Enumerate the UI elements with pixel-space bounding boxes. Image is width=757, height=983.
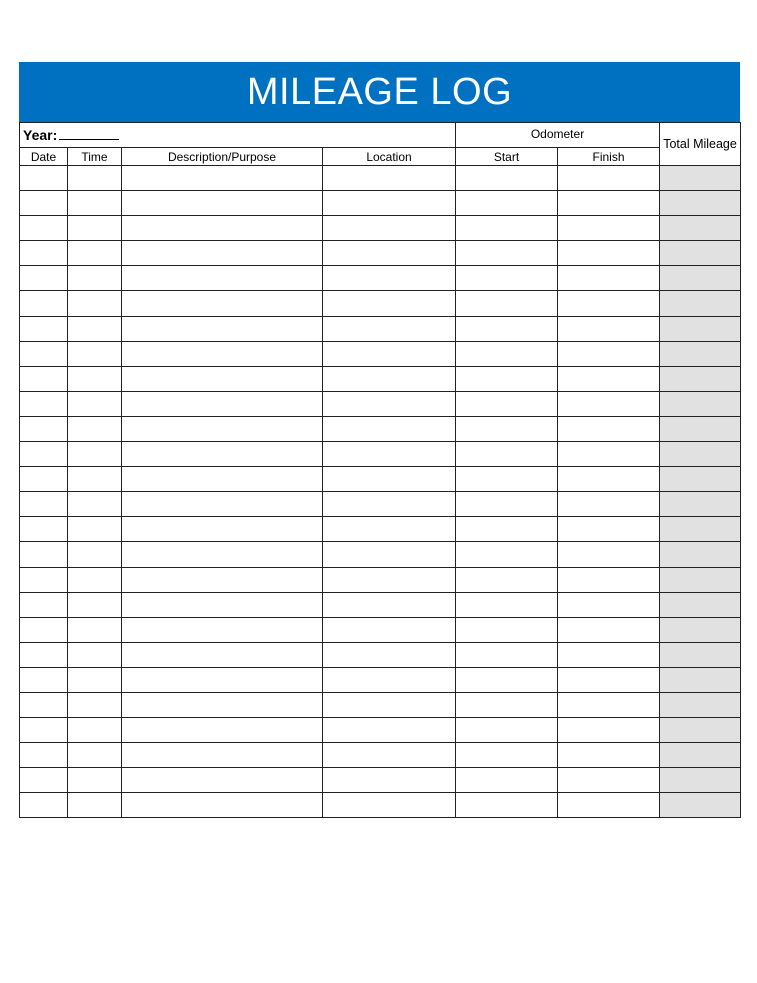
description-cell[interactable] <box>122 692 323 717</box>
time-cell[interactable] <box>68 692 122 717</box>
date-cell[interactable] <box>20 617 68 642</box>
table-row <box>20 592 741 617</box>
start-cell[interactable] <box>456 492 558 517</box>
total-mileage-cell[interactable] <box>660 266 741 291</box>
year-field[interactable] <box>20 123 456 148</box>
date-cell[interactable] <box>20 542 68 567</box>
table-row <box>20 416 741 441</box>
start-cell[interactable] <box>456 191 558 216</box>
table-row <box>20 793 741 818</box>
date-cell[interactable] <box>20 266 68 291</box>
finish-cell[interactable] <box>558 316 660 341</box>
location-cell[interactable] <box>323 341 456 366</box>
description-cell[interactable] <box>122 718 323 743</box>
description-cell[interactable] <box>122 592 323 617</box>
start-cell[interactable] <box>456 291 558 316</box>
time-cell[interactable] <box>68 542 122 567</box>
finish-cell[interactable] <box>558 366 660 391</box>
table-row <box>20 567 741 592</box>
table-row <box>20 492 741 517</box>
time-cell[interactable] <box>68 768 122 793</box>
total-mileage-cell[interactable] <box>660 517 741 542</box>
time-cell[interactable] <box>68 743 122 768</box>
finish-cell[interactable] <box>558 291 660 316</box>
date-cell[interactable] <box>20 191 68 216</box>
description-cell[interactable] <box>122 667 323 692</box>
date-cell[interactable] <box>20 567 68 592</box>
description-cell[interactable] <box>122 768 323 793</box>
time-cell[interactable] <box>68 617 122 642</box>
header-row-top <box>20 123 741 148</box>
odometer-start-header: Start <box>456 148 558 166</box>
total-mileage-cell[interactable] <box>660 692 741 717</box>
time-cell[interactable] <box>68 442 122 467</box>
total-mileage-cell[interactable] <box>660 391 741 416</box>
description-cell[interactable] <box>122 542 323 567</box>
finish-cell[interactable] <box>558 542 660 567</box>
start-cell[interactable] <box>456 592 558 617</box>
description-cell[interactable] <box>122 467 323 492</box>
location-cell[interactable] <box>323 492 456 517</box>
total-mileage-cell[interactable] <box>660 291 741 316</box>
date-cell[interactable] <box>20 467 68 492</box>
description-cell[interactable] <box>122 291 323 316</box>
total-mileage-header: Total Mileage <box>660 123 741 166</box>
date-cell[interactable] <box>20 692 68 717</box>
odometer-header: Odometer <box>456 123 660 148</box>
total-mileage-cell[interactable] <box>660 492 741 517</box>
location-cell[interactable] <box>323 692 456 717</box>
total-mileage-cell[interactable] <box>660 316 741 341</box>
date-cell[interactable] <box>20 743 68 768</box>
finish-cell[interactable] <box>558 467 660 492</box>
description-header: Description/Purpose <box>122 148 323 166</box>
time-cell[interactable] <box>68 241 122 266</box>
description-cell[interactable] <box>122 642 323 667</box>
location-cell[interactable] <box>323 517 456 542</box>
time-cell[interactable] <box>68 592 122 617</box>
description-cell[interactable] <box>122 743 323 768</box>
location-cell[interactable] <box>323 667 456 692</box>
description-cell[interactable] <box>122 166 323 191</box>
start-cell[interactable] <box>456 542 558 567</box>
location-cell[interactable] <box>323 266 456 291</box>
start-cell[interactable] <box>456 718 558 743</box>
time-cell[interactable] <box>68 216 122 241</box>
table-row <box>20 266 741 291</box>
description-cell[interactable] <box>122 316 323 341</box>
start-cell[interactable] <box>456 743 558 768</box>
start-cell[interactable] <box>456 768 558 793</box>
time-cell[interactable] <box>68 567 122 592</box>
finish-cell[interactable] <box>558 517 660 542</box>
date-cell[interactable] <box>20 216 68 241</box>
location-cell[interactable] <box>323 567 456 592</box>
location-cell[interactable] <box>323 366 456 391</box>
finish-cell[interactable] <box>558 492 660 517</box>
time-cell[interactable] <box>68 166 122 191</box>
finish-cell[interactable] <box>558 793 660 818</box>
time-cell[interactable] <box>68 316 122 341</box>
finish-cell[interactable] <box>558 442 660 467</box>
total-mileage-cell[interactable] <box>660 617 741 642</box>
total-mileage-cell[interactable] <box>660 166 741 191</box>
start-cell[interactable] <box>456 416 558 441</box>
date-cell[interactable] <box>20 241 68 266</box>
finish-cell[interactable] <box>558 391 660 416</box>
description-cell[interactable] <box>122 266 323 291</box>
date-cell[interactable] <box>20 793 68 818</box>
start-cell[interactable] <box>456 241 558 266</box>
description-cell[interactable] <box>122 617 323 642</box>
time-cell[interactable] <box>68 667 122 692</box>
date-cell[interactable] <box>20 718 68 743</box>
finish-cell[interactable] <box>558 692 660 717</box>
start-cell[interactable] <box>456 642 558 667</box>
finish-cell[interactable] <box>558 592 660 617</box>
time-cell[interactable] <box>68 266 122 291</box>
total-mileage-cell[interactable] <box>660 743 741 768</box>
description-cell[interactable] <box>122 241 323 266</box>
table-row <box>20 617 741 642</box>
date-cell[interactable] <box>20 642 68 667</box>
description-cell[interactable] <box>122 416 323 441</box>
total-mileage-cell[interactable] <box>660 768 741 793</box>
table-row <box>20 467 741 492</box>
description-cell[interactable] <box>122 442 323 467</box>
date-cell[interactable] <box>20 492 68 517</box>
location-cell[interactable] <box>323 316 456 341</box>
finish-cell[interactable] <box>558 617 660 642</box>
location-cell[interactable] <box>323 391 456 416</box>
total-mileage-cell[interactable] <box>660 191 741 216</box>
time-cell[interactable] <box>68 467 122 492</box>
total-mileage-cell[interactable] <box>660 718 741 743</box>
date-cell[interactable] <box>20 291 68 316</box>
finish-cell[interactable] <box>558 416 660 441</box>
page-title: MILEAGE LOG <box>19 62 740 122</box>
start-cell[interactable] <box>456 793 558 818</box>
table-row <box>20 692 741 717</box>
date-cell[interactable] <box>20 416 68 441</box>
description-cell[interactable] <box>122 793 323 818</box>
location-cell[interactable] <box>323 166 456 191</box>
finish-cell[interactable] <box>558 216 660 241</box>
location-cell[interactable] <box>323 542 456 567</box>
date-cell[interactable] <box>20 391 68 416</box>
finish-cell[interactable] <box>558 191 660 216</box>
start-cell[interactable] <box>456 316 558 341</box>
description-cell[interactable] <box>122 341 323 366</box>
finish-cell[interactable] <box>558 743 660 768</box>
time-cell[interactable] <box>68 642 122 667</box>
start-cell[interactable] <box>456 617 558 642</box>
start-cell[interactable] <box>456 166 558 191</box>
description-cell[interactable] <box>122 216 323 241</box>
time-cell[interactable] <box>68 341 122 366</box>
finish-cell[interactable] <box>558 567 660 592</box>
mileage-log-table <box>19 122 741 818</box>
table-row <box>20 391 741 416</box>
start-cell[interactable] <box>456 517 558 542</box>
total-mileage-cell[interactable] <box>660 366 741 391</box>
description-cell[interactable] <box>122 366 323 391</box>
date-cell[interactable] <box>20 667 68 692</box>
total-mileage-cell[interactable] <box>660 467 741 492</box>
date-cell[interactable] <box>20 592 68 617</box>
table-row <box>20 667 741 692</box>
location-cell[interactable] <box>323 416 456 441</box>
table-row <box>20 517 741 542</box>
table-row <box>20 191 741 216</box>
start-cell[interactable] <box>456 391 558 416</box>
finish-cell[interactable] <box>558 341 660 366</box>
location-header: Location <box>323 148 456 166</box>
total-mileage-cell[interactable] <box>660 416 741 441</box>
time-cell[interactable] <box>68 416 122 441</box>
location-cell[interactable] <box>323 793 456 818</box>
table-row <box>20 718 741 743</box>
date-cell[interactable] <box>20 366 68 391</box>
start-cell[interactable] <box>456 567 558 592</box>
header-row-columns <box>20 148 741 166</box>
time-header: Time <box>68 148 122 166</box>
finish-cell[interactable] <box>558 166 660 191</box>
table-row <box>20 542 741 567</box>
location-cell[interactable] <box>323 743 456 768</box>
finish-cell[interactable] <box>558 667 660 692</box>
location-cell[interactable] <box>323 442 456 467</box>
date-cell[interactable] <box>20 316 68 341</box>
start-cell[interactable] <box>456 341 558 366</box>
time-cell[interactable] <box>68 366 122 391</box>
total-mileage-cell[interactable] <box>660 567 741 592</box>
start-cell[interactable] <box>456 216 558 241</box>
date-cell[interactable] <box>20 442 68 467</box>
total-mileage-cell[interactable] <box>660 542 741 567</box>
year-label: Year: <box>23 127 58 143</box>
odometer-finish-header: Finish <box>558 148 660 166</box>
start-cell[interactable] <box>456 442 558 467</box>
time-cell[interactable] <box>68 391 122 416</box>
total-mileage-cell[interactable] <box>660 667 741 692</box>
start-cell[interactable] <box>456 467 558 492</box>
table-row <box>20 216 741 241</box>
location-cell[interactable] <box>323 617 456 642</box>
time-cell[interactable] <box>68 291 122 316</box>
finish-cell[interactable] <box>558 768 660 793</box>
finish-cell[interactable] <box>558 241 660 266</box>
time-cell[interactable] <box>68 191 122 216</box>
description-cell[interactable] <box>122 191 323 216</box>
location-cell[interactable] <box>323 718 456 743</box>
date-header: Date <box>20 148 68 166</box>
table-row <box>20 316 741 341</box>
description-cell[interactable] <box>122 391 323 416</box>
location-cell[interactable] <box>323 592 456 617</box>
total-mileage-cell[interactable] <box>660 442 741 467</box>
time-cell[interactable] <box>68 517 122 542</box>
location-cell[interactable] <box>323 191 456 216</box>
table-row <box>20 642 741 667</box>
start-cell[interactable] <box>456 266 558 291</box>
finish-cell[interactable] <box>558 718 660 743</box>
finish-cell[interactable] <box>558 642 660 667</box>
time-cell[interactable] <box>68 718 122 743</box>
date-cell[interactable] <box>20 166 68 191</box>
description-cell[interactable] <box>122 517 323 542</box>
location-cell[interactable] <box>323 768 456 793</box>
table-row <box>20 442 741 467</box>
total-mileage-cell[interactable] <box>660 642 741 667</box>
table-row <box>20 291 741 316</box>
table-row <box>20 166 741 191</box>
table-row <box>20 241 741 266</box>
start-cell[interactable] <box>456 692 558 717</box>
table-row <box>20 366 741 391</box>
total-mileage-cell[interactable] <box>660 793 741 818</box>
total-mileage-cell[interactable] <box>660 341 741 366</box>
finish-cell[interactable] <box>558 266 660 291</box>
total-mileage-cell[interactable] <box>660 241 741 266</box>
time-cell[interactable] <box>68 492 122 517</box>
total-mileage-cell[interactable] <box>660 216 741 241</box>
start-cell[interactable] <box>456 667 558 692</box>
date-cell[interactable] <box>20 517 68 542</box>
table-row <box>20 768 741 793</box>
start-cell[interactable] <box>456 366 558 391</box>
date-cell[interactable] <box>20 341 68 366</box>
total-mileage-cell[interactable] <box>660 592 741 617</box>
date-cell[interactable] <box>20 768 68 793</box>
description-cell[interactable] <box>122 567 323 592</box>
location-cell[interactable] <box>323 291 456 316</box>
year-blank-line[interactable] <box>59 127 119 140</box>
location-cell[interactable] <box>323 642 456 667</box>
location-cell[interactable] <box>323 216 456 241</box>
time-cell[interactable] <box>68 793 122 818</box>
location-cell[interactable] <box>323 467 456 492</box>
table-row <box>20 341 741 366</box>
location-cell[interactable] <box>323 241 456 266</box>
table-row <box>20 743 741 768</box>
description-cell[interactable] <box>122 492 323 517</box>
